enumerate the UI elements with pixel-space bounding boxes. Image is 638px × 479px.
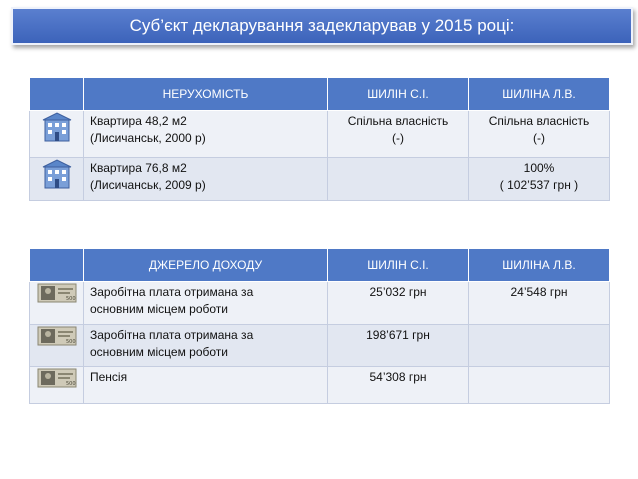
banknote-icon [37,325,77,347]
header-property: НЕРУХОМІСТЬ [84,78,328,111]
row-icon-cell [30,325,84,367]
table-row [30,282,610,325]
header-shylin: ШИЛІН С.І. [328,78,469,111]
income-desc: Заробітна плата отримана за основним місцем роботи [84,325,328,367]
row-icon-cell [30,282,84,325]
table-row [30,111,610,158]
table-row [30,158,610,201]
table-row [30,325,610,367]
svg-text:500: 500 [65,296,76,302]
svg-text:500: 500 [65,339,76,345]
header-icon-cell [30,249,84,282]
income-value-shylin: 198’671 грн [328,325,469,367]
property-value-shylin: Спільна власність (-) [328,111,469,158]
header-shylin: ШИЛІН С.І. [328,249,469,282]
header-income-source: ДЖЕРЕЛО ДОХОДУ [84,249,328,282]
property-desc: Квартира 76,8 м2 (Лисичанськ, 2009 р) [84,158,328,201]
income-desc: Пенсія [84,367,328,404]
banknote-icon [37,367,77,389]
table-row [30,367,610,404]
income-value-shylina [469,367,610,404]
banknote-icon [37,282,77,304]
row-icon-cell [30,367,84,404]
property-value-shylin [328,158,469,201]
income-table [29,248,610,404]
income-table-header [30,249,610,282]
income-value-shylina: 24’548 грн [469,282,610,325]
income-value-shylina [469,325,610,367]
income-value-shylin: 54’308 грн [328,367,469,404]
property-value-shylina: Спільна власність (-) [469,111,610,158]
header-shylina: ШИЛІНА Л.В. [469,249,610,282]
property-table [29,77,610,201]
income-value-shylin: 25’032 грн [328,282,469,325]
slide-title: Суб’єкт декларування задекларував у 2015 році: [11,7,633,45]
svg-text:500: 500 [65,381,76,387]
income-desc: Заробітна плата отримана за основним місцем роботи [84,282,328,325]
building-icon [40,111,74,143]
row-icon-cell [30,158,84,201]
property-value-shylina: 100% ( 102’537 грн ) [469,158,610,201]
row-icon-cell [30,111,84,158]
building-icon [40,158,74,190]
header-icon-cell [30,78,84,111]
property-desc: Квартира 48,2 м2 (Лисичанськ, 2000 р) [84,111,328,158]
property-table-header [30,78,610,111]
header-shylina: ШИЛІНА Л.В. [469,78,610,111]
